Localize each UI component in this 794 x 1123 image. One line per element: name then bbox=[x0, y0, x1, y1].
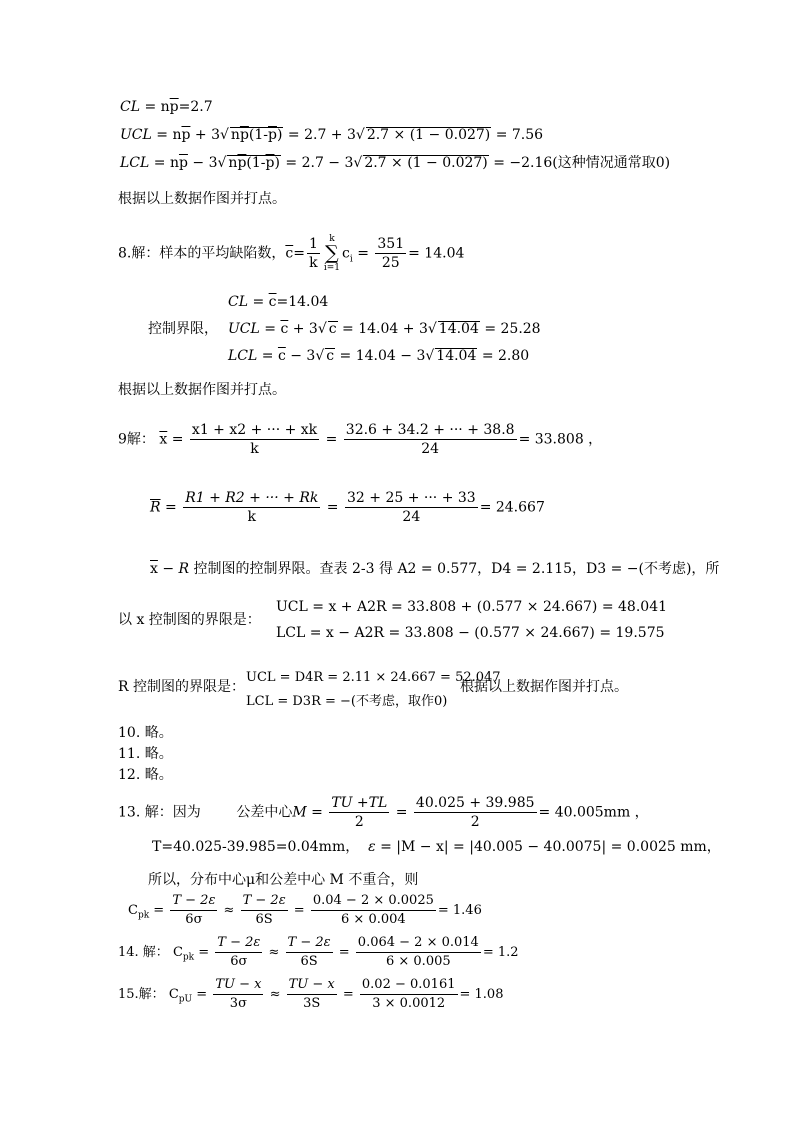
q13-conclusion: 所以，分布中心μ和公差中心 M 不重合，则 bbox=[148, 872, 419, 888]
q9-x-ucl: UCL = x + A2R = 33.808 + (0.577 × 24.667) = 48.041 bbox=[276, 599, 668, 615]
q9-x-lcl: LCL = x − A2R = 33.808 − (0.577 × 24.667) = 19.575 bbox=[276, 625, 665, 641]
q8-note: 根据以上数据作图并打点。 bbox=[118, 382, 286, 398]
q9-r-label: R 控制图的界限是： bbox=[118, 679, 245, 695]
q13-cpk: $C_{pk}$ = $\frac{T - 2\varepsilon}{6\sigma}$ ≈ $\frac{T - 2\varepsilon}{6S}$ = $\frac{0.04 - 2 \times 0.0025}{6 \times 0.004}$ = 1.46 bbox=[128, 893, 482, 927]
q13-epsilon: T=40.025-39.985=0.04mm， ε = |M − x| = |40.005 − 40.0075| = 0.0025 mm， bbox=[152, 839, 721, 855]
q9-xbar: 9解： $\overline{x}$ = $\frac{x1 + x2 + \cdot\cdot\cdot + xk}{k}$ = $\frac{32.6 + 34.2 + \cdot\cdot\cdot + 38.8}{24}$ = 33.808 ， bbox=[118, 422, 603, 457]
q8-cl: CL = $\overline{c}=14.04$ bbox=[228, 294, 329, 310]
q9-r-note: 根据以上数据作图并打点。 bbox=[460, 679, 628, 695]
q8-lcl: LCL = $\overline{c} - 3√$ c = 14.04 − 3√ 14.04 = 2.80 bbox=[228, 348, 530, 364]
q9-table-lookup: $\overline{x} - R$ 控制图的控制界限。查表 2-3 得 A2 = 0.577，D4 = 2.115，D3 = −(不考虑)，所 bbox=[150, 561, 720, 577]
q9-xbar-label: 以 x 控制图的界限是： bbox=[118, 612, 261, 628]
item-10: 10. 略。 bbox=[118, 725, 173, 741]
p-chart-cl: CL = $n\overline{p}=2.7$ bbox=[120, 99, 213, 115]
q9-r-lcl: LCL = D3R = −(不考虑，取作0) bbox=[246, 694, 448, 709]
q9-r-ucl: UCL = D4R = 2.11 × 24.667 = 52.047 bbox=[246, 670, 501, 685]
q8-label: 控制界限， bbox=[148, 321, 218, 337]
q8-mean: 8.解：样本的平均缺陷数，$\overline{c}=$ $\frac{1}{k}$ k ∑ $i=1c_i$ = $\frac{351}{25}$ = 14.04 bbox=[118, 234, 465, 273]
q15-cpu: 15.解： $C_{pU}$ = $\frac{TU - x}{3\sigma}$ ≈ $\frac{TU - x}{3S}$ = $\frac{0.02 - 0.0161}{3 \times 0.0012}$ = 1.08 bbox=[118, 977, 504, 1011]
item-11: 11. 略。 bbox=[118, 746, 173, 762]
q13-center: 13. 解：因为 公差中心M = $\frac{TU +TL}{2}$ = $\frac{40.025 + 39.985}{2}$ = 40.005mm ， bbox=[118, 795, 649, 830]
p-chart-note: 根据以上数据作图并打点。 bbox=[118, 191, 286, 207]
q8-ucl: UCL = $\overline{c} + 3√$ c = 14.04 + 3√ 14.04 = 25.28 bbox=[228, 321, 541, 337]
p-chart-lcl: LCL = $n\overline{p} - 3√$ $n\overline{p}(1-\overline{p}) = 2.7 - 3√$ 2.7 × (1 − 0.027) = −2.16(这种情况通常取0) bbox=[120, 155, 671, 171]
p-chart-ucl: UCL = $n\overline{p} + 3√$ $n\overline{p}(1-\overline{p}) = 2.7 + 3√$ 2.7 × (1 − 0.027) = 7.56 bbox=[120, 127, 544, 143]
q8-intro: 8.解：样本的平均缺陷数， bbox=[118, 245, 286, 262]
item-12: 12. 略。 bbox=[118, 767, 173, 783]
q9-rbar: $\overline{R}$ = $\frac{R1 + R2 + \cdot\cdot\cdot + Rk}{k}$ = $\frac{32 + 25 + \cdot\cdot\cdot + 33}{24}$ = 24.667 bbox=[150, 490, 545, 525]
q14-cpk: 14. 解： $C_{pk}$ = $\frac{T - 2\varepsilon}{6\sigma}$ ≈ $\frac{T - 2\varepsilon}{6S}$ = $\frac{0.064 - 2 \times 0.014}{6 \times 0.005}$ = 1.2 bbox=[118, 935, 519, 969]
